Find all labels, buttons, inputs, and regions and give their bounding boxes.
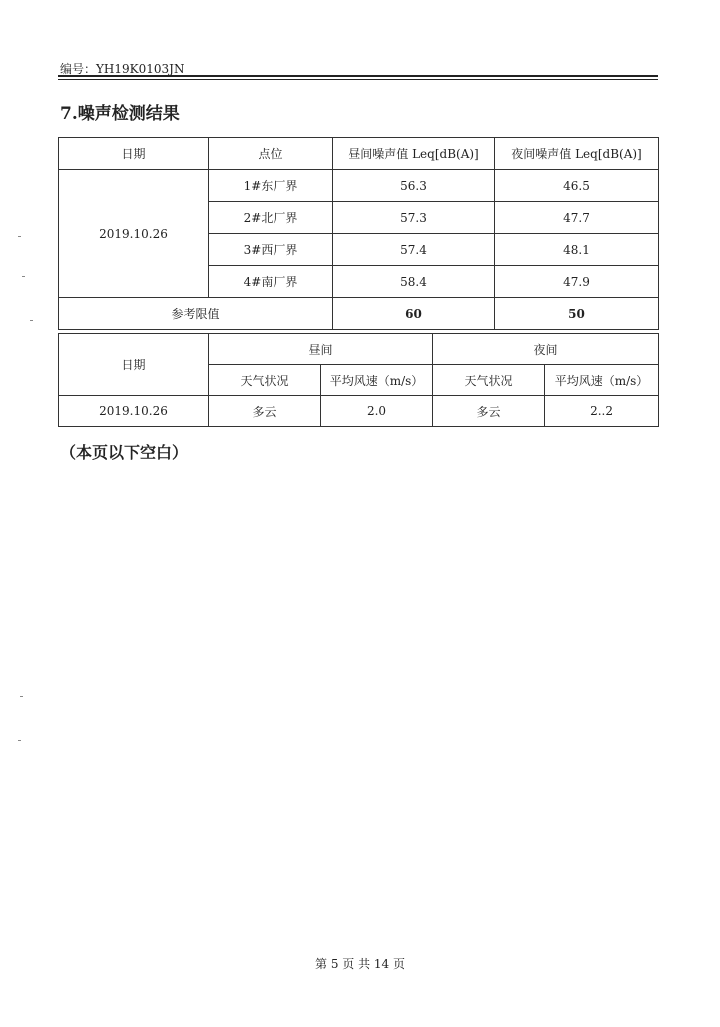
night-value: 46.5 [495,170,659,202]
limit-night: 50 [495,298,659,330]
blank-page-note: （本页以下空白） [60,443,189,462]
day-value: 57.3 [333,202,495,234]
day-value: 56.3 [333,170,495,202]
section-title: 7.噪声检测结果 [60,104,180,124]
weather-night-header: 夜间 [433,334,659,365]
day-weather: 多云 [209,396,321,427]
document-number: 编号：YH19K0103JN [60,62,185,76]
page-number: 第 5 页 共 14 页 [315,957,405,971]
weather-date-header: 日期 [59,334,209,396]
header-night-noise: 夜间噪声值 Leq[dB(A)] [495,138,659,170]
limit-label: 参考限值 [59,298,333,330]
table-header-row [59,138,659,170]
limit-day: 60 [333,298,495,330]
day-wind: 2.0 [321,396,433,427]
scan-speck [18,236,21,237]
subheader-day-wind: 平均风速（m/s） [321,365,433,396]
header-rule [58,75,658,77]
scan-speck [18,740,21,741]
header-point: 点位 [209,138,333,170]
header-date: 日期 [59,138,209,170]
weather-date: 2019.10.26 [59,396,209,427]
header-rule-thin [58,79,658,80]
night-value: 47.9 [495,266,659,298]
point-cell: 3#西厂界 [209,234,333,266]
noise-results-table [58,137,659,330]
table-row [59,396,659,427]
scan-speck [30,320,33,321]
point-cell: 2#北厂界 [209,202,333,234]
weather-header-row [59,334,659,365]
point-cell: 4#南厂界 [209,266,333,298]
point-cell: 1#东厂界 [209,170,333,202]
subheader-night-weather: 天气状况 [433,365,545,396]
night-value: 48.1 [495,234,659,266]
night-value: 47.7 [495,202,659,234]
weather-table [58,333,659,427]
day-value: 57.4 [333,234,495,266]
measurement-date: 2019.10.26 [59,170,209,298]
header-day-noise: 昼间噪声值 Leq[dB(A)] [333,138,495,170]
scan-speck [22,276,25,277]
subheader-night-wind: 平均风速（m/s） [545,365,659,396]
scan-speck [20,696,23,697]
limit-row [59,298,659,330]
subheader-day-weather: 天气状况 [209,365,321,396]
night-wind: 2..2 [545,396,659,427]
day-value: 58.4 [333,266,495,298]
weather-day-header: 昼间 [209,334,433,365]
table-row [59,170,659,202]
night-weather: 多云 [433,396,545,427]
